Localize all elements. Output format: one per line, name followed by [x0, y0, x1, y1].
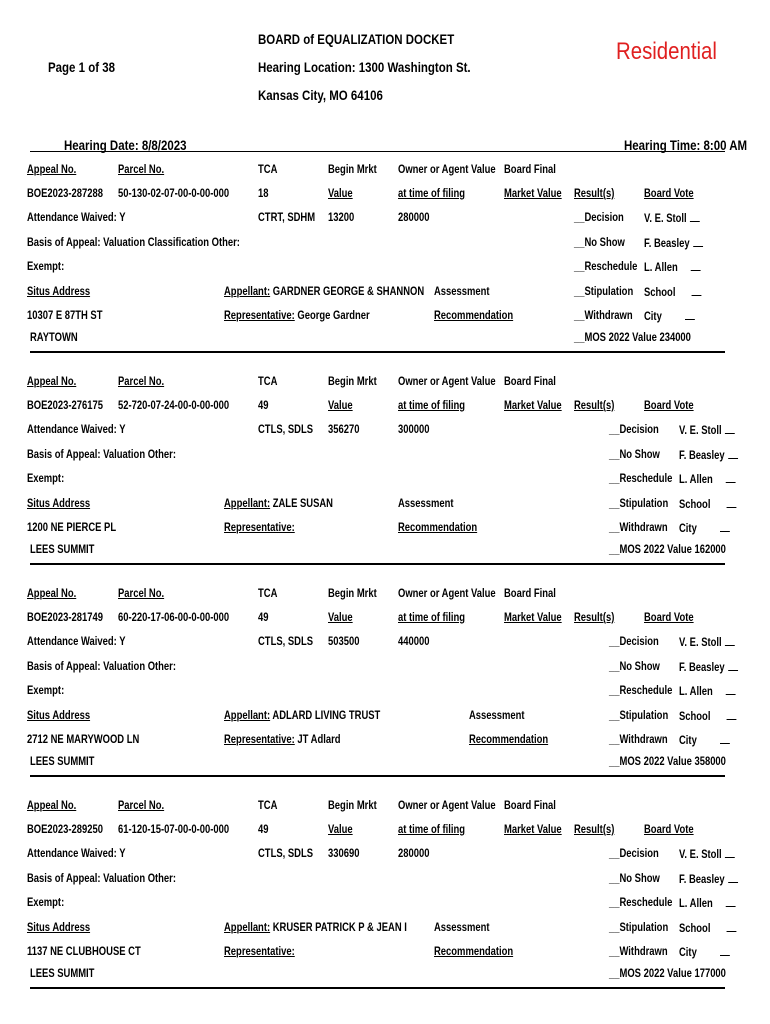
hearing-time: Hearing Time: 8:00 AM [624, 137, 748, 153]
tca-label: TCA [258, 800, 278, 812]
value-label: Value [328, 188, 353, 200]
begin-mrkt-label: Begin Mrkt [328, 588, 377, 600]
record-separator [30, 775, 725, 777]
hearing-city: Kansas City, MO 64106 [258, 87, 383, 103]
basis-of-appeal: Basis of Appeal: Valuation Other: [27, 873, 176, 885]
vote-city: City [679, 733, 730, 748]
situs-city: LEES SUMMIT [30, 544, 95, 556]
representative [224, 309, 370, 323]
tca-value: 49 [258, 400, 269, 412]
hearing-location: Hearing Location: 1300 Washington St. [258, 59, 471, 75]
appellant [224, 497, 333, 511]
begin-value: 356270 [328, 424, 360, 436]
parcel-no: 60-220-17-06-00-0-00-000 [118, 612, 230, 624]
at-time-label: at time of filing [398, 188, 466, 200]
representative [224, 945, 295, 959]
tca-value: 49 [258, 612, 269, 624]
market-value-label: Market Value [504, 824, 562, 836]
parcel-no-label: Parcel No. [118, 588, 165, 600]
market-value-label: Market Value [504, 612, 562, 624]
appeal-no-label: Appeal No. [27, 588, 77, 600]
results-label: Result(s) [574, 188, 615, 200]
begin-value: 330690 [328, 848, 360, 860]
appellant-name: GARDNER GEORGE & SHANNON [272, 286, 425, 298]
representative [224, 733, 341, 747]
exempt-label: Exempt: [27, 473, 65, 485]
value-label: Value [328, 612, 353, 624]
situs-street: 1137 NE CLUBHOUSE CT [27, 946, 141, 958]
appellant-name: ADLARD LIVING TRUST [272, 710, 381, 722]
owner-value-label: Owner or Agent Value [398, 376, 496, 388]
vote-city: City [644, 309, 695, 324]
parcel-no: 50-130-02-07-00-0-00-000 [118, 188, 230, 200]
board-final-label: Board Final [504, 164, 556, 176]
attendance-waived: Attendance Waived: Y [27, 636, 126, 648]
assessment-label: Assessment [434, 286, 490, 298]
vote-stoll: V. E. Stoll [679, 847, 735, 862]
vote-blank [728, 872, 738, 883]
vote-school: School [644, 285, 702, 300]
appeal-no-label: Appeal No. [27, 800, 77, 812]
situs-city: LEES SUMMIT [30, 756, 95, 768]
result-no-show: __No Show [609, 873, 660, 885]
representative-label: Representative: [224, 522, 295, 534]
vote-blank [726, 472, 736, 483]
results-label: Result(s) [574, 824, 615, 836]
results-label: Result(s) [574, 400, 615, 412]
basis-of-appeal: Basis of Appeal: Valuation Other: [27, 661, 176, 673]
market-value-label: Market Value [504, 188, 562, 200]
result-withdrawn: __Withdrawn [609, 946, 668, 958]
result-reschedule: __Reschedule [609, 473, 673, 485]
market-value-label: Market Value [504, 400, 562, 412]
attendance-waived: Attendance Waived: Y [27, 424, 126, 436]
tca-code: CTLS, SDLS [258, 848, 314, 860]
result-stipulation: __Stipulation [574, 286, 634, 298]
assessment-label: Assessment [469, 710, 525, 722]
representative [224, 521, 295, 535]
board-vote-label: Board Vote [644, 400, 694, 412]
vote-blank [691, 260, 701, 271]
appeal-no: BOE2023-289250 [27, 824, 104, 836]
vote-school: School [679, 497, 737, 512]
board-final-label: Board Final [504, 800, 556, 812]
basis-of-appeal: Basis of Appeal: Valuation Other: [27, 449, 176, 461]
vote-beasley: F. Beasley [679, 660, 738, 675]
appellant-name: KRUSER PATRICK P & JEAN I [272, 922, 407, 934]
appeal-no: BOE2023-281749 [27, 612, 104, 624]
board-vote-label: Board Vote [644, 188, 694, 200]
vote-blank [725, 635, 735, 646]
vote-stoll: V. E. Stoll [679, 423, 735, 438]
appellant-label: Appellant: [224, 710, 271, 722]
parcel-no: 61-120-15-07-00-0-00-000 [118, 824, 230, 836]
board-vote-label: Board Vote [644, 612, 694, 624]
vote-blank [728, 660, 738, 671]
result-no-show: __No Show [574, 237, 625, 249]
tca-value: 18 [258, 188, 269, 200]
result-reschedule: __Reschedule [609, 685, 673, 697]
parcel-no-label: Parcel No. [118, 800, 165, 812]
header-rule [30, 151, 725, 152]
at-time-label: at time of filing [398, 400, 466, 412]
result-mos-value: __MOS 2022 Value 234000 [574, 332, 691, 344]
vote-blank [727, 921, 737, 932]
vote-city: City [679, 945, 730, 960]
owner-value-label: Owner or Agent Value [398, 800, 496, 812]
begin-mrkt-label: Begin Mrkt [328, 164, 377, 176]
hearing-date: Hearing Date: 8/8/2023 [64, 137, 187, 153]
situs-label: Situs Address [27, 286, 91, 298]
vote-school: School [679, 709, 737, 724]
vote-blank [725, 423, 735, 434]
value-label: Value [328, 824, 353, 836]
result-decision: __Decision [574, 212, 624, 224]
vote-city: City [679, 521, 730, 536]
exempt-label: Exempt: [27, 261, 65, 273]
docket-title: BOARD of EQUALIZATION DOCKET [258, 31, 455, 47]
vote-beasley: F. Beasley [679, 448, 738, 463]
value-label: Value [328, 400, 353, 412]
owner-value-label: Owner or Agent Value [398, 164, 496, 176]
appeal-no: BOE2023-287288 [27, 188, 104, 200]
attendance-waived: Attendance Waived: Y [27, 212, 126, 224]
board-vote-label: Board Vote [644, 824, 694, 836]
board-final-label: Board Final [504, 588, 556, 600]
vote-allen: L. Allen [679, 684, 736, 699]
representative-name: George Gardner [297, 310, 370, 322]
representative-name: JT Adlard [297, 734, 341, 746]
result-no-show: __No Show [609, 449, 660, 461]
result-reschedule: __Reschedule [609, 897, 673, 909]
attendance-waived: Attendance Waived: Y [27, 848, 126, 860]
parcel-no: 52-720-07-24-00-0-00-000 [118, 400, 230, 412]
owner-value-label: Owner or Agent Value [398, 588, 496, 600]
vote-blank [690, 211, 700, 222]
result-decision: __Decision [609, 636, 659, 648]
begin-value: 13200 [328, 212, 355, 224]
vote-stoll: V. E. Stoll [644, 211, 700, 226]
begin-mrkt-label: Begin Mrkt [328, 800, 377, 812]
parcel-no-label: Parcel No. [118, 376, 165, 388]
vote-blank [727, 709, 737, 720]
record-separator [30, 351, 725, 353]
begin-value: 503500 [328, 636, 360, 648]
appellant-name: ZALE SUSAN [272, 498, 333, 510]
tca-code: CTRT, SDHM [258, 212, 316, 224]
tca-label: TCA [258, 164, 278, 176]
result-decision: __Decision [609, 848, 659, 860]
vote-beasley: F. Beasley [644, 236, 703, 251]
appellant-label: Appellant: [224, 498, 271, 510]
vote-blank [720, 733, 730, 744]
result-stipulation: __Stipulation [609, 498, 669, 510]
result-withdrawn: __Withdrawn [574, 310, 633, 322]
appellant [224, 709, 380, 723]
exempt-label: Exempt: [27, 897, 65, 909]
representative-label: Representative: [224, 310, 295, 322]
appeal-no-label: Appeal No. [27, 376, 77, 388]
record-separator [30, 987, 725, 989]
recommendation-label: Recommendation [398, 522, 478, 534]
tca-code: CTLS, SDLS [258, 424, 314, 436]
owner-value: 300000 [398, 424, 430, 436]
at-time-label: at time of filing [398, 824, 466, 836]
result-no-show: __No Show [609, 661, 660, 673]
appellant [224, 921, 407, 935]
vote-blank [726, 684, 736, 695]
vote-allen: L. Allen [679, 472, 736, 487]
vote-blank [693, 236, 703, 247]
result-reschedule: __Reschedule [574, 261, 638, 273]
vote-blank [727, 497, 737, 508]
result-withdrawn: __Withdrawn [609, 734, 668, 746]
results-label: Result(s) [574, 612, 615, 624]
recommendation-label: Recommendation [434, 946, 514, 958]
owner-value: 440000 [398, 636, 430, 648]
appellant [224, 285, 424, 299]
assessment-label: Assessment [398, 498, 454, 510]
tca-label: TCA [258, 376, 278, 388]
tca-code: CTLS, SDLS [258, 636, 314, 648]
situs-label: Situs Address [27, 710, 91, 722]
appellant-label: Appellant: [224, 922, 271, 934]
page-indicator: Page 1 of 38 [48, 59, 116, 75]
at-time-label: at time of filing [398, 612, 466, 624]
situs-city: RAYTOWN [30, 332, 78, 344]
result-mos-value: __MOS 2022 Value 358000 [609, 756, 726, 768]
begin-mrkt-label: Begin Mrkt [328, 376, 377, 388]
recommendation-label: Recommendation [434, 310, 514, 322]
vote-blank [720, 521, 730, 532]
assessment-label: Assessment [434, 922, 490, 934]
vote-beasley: F. Beasley [679, 872, 738, 887]
board-final-label: Board Final [504, 376, 556, 388]
situs-city: LEES SUMMIT [30, 968, 95, 980]
parcel-no-label: Parcel No. [118, 164, 165, 176]
result-stipulation: __Stipulation [609, 710, 669, 722]
tca-value: 49 [258, 824, 269, 836]
vote-blank [720, 945, 730, 956]
vote-stoll: V. E. Stoll [679, 635, 735, 650]
vote-blank [692, 285, 702, 296]
basis-of-appeal: Basis of Appeal: Valuation Classification Other: [27, 237, 240, 249]
appeal-no-label: Appeal No. [27, 164, 77, 176]
vote-allen: L. Allen [679, 896, 736, 911]
owner-value: 280000 [398, 848, 430, 860]
category-label: Residential [616, 38, 717, 65]
record-separator [30, 563, 725, 565]
situs-label: Situs Address [27, 498, 91, 510]
vote-blank [728, 448, 738, 459]
result-mos-value: __MOS 2022 Value 177000 [609, 968, 726, 980]
exempt-label: Exempt: [27, 685, 65, 697]
result-decision: __Decision [609, 424, 659, 436]
result-stipulation: __Stipulation [609, 922, 669, 934]
vote-blank [726, 896, 736, 907]
appellant-label: Appellant: [224, 286, 271, 298]
situs-street: 10307 E 87TH ST [27, 310, 103, 322]
tca-label: TCA [258, 588, 278, 600]
vote-blank [685, 309, 695, 320]
situs-street: 1200 NE PIERCE PL [27, 522, 117, 534]
situs-label: Situs Address [27, 922, 91, 934]
result-withdrawn: __Withdrawn [609, 522, 668, 534]
representative-label: Representative: [224, 734, 295, 746]
recommendation-label: Recommendation [469, 734, 549, 746]
vote-blank [725, 847, 735, 858]
vote-allen: L. Allen [644, 260, 701, 275]
representative-label: Representative: [224, 946, 295, 958]
appeal-no: BOE2023-276175 [27, 400, 104, 412]
situs-street: 2712 NE MARYWOOD LN [27, 734, 140, 746]
owner-value: 280000 [398, 212, 430, 224]
result-mos-value: __MOS 2022 Value 162000 [609, 544, 726, 556]
vote-school: School [679, 921, 737, 936]
